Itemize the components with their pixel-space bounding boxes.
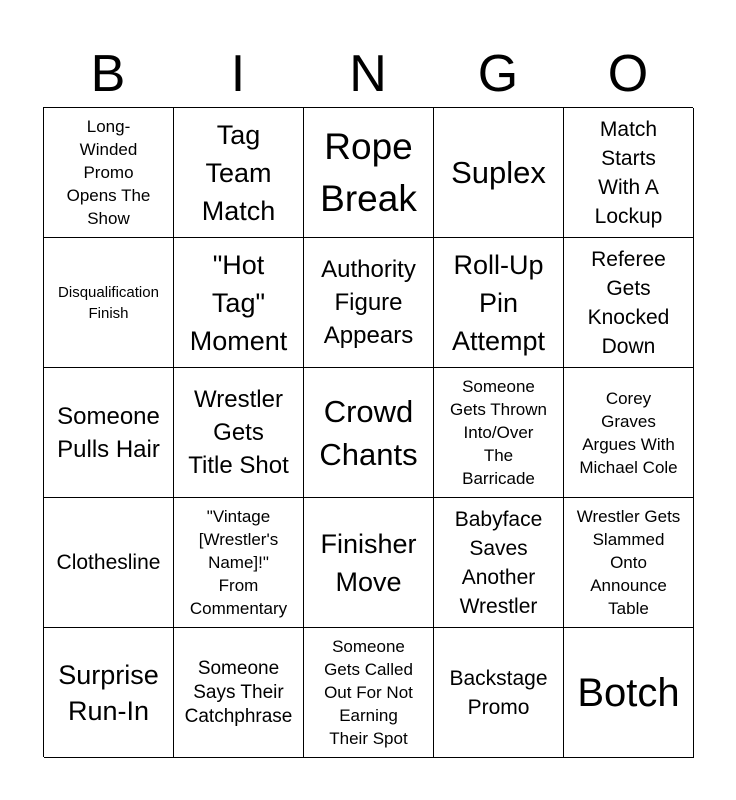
cell-text: "Vintage [Wrestler's Name]!" From Commentary — [189, 507, 288, 618]
bingo-cell[interactable] — [434, 108, 564, 238]
bingo-cell[interactable] — [304, 238, 434, 368]
header-letter-i: I — [230, 45, 246, 103]
cell-text: Wrestler Gets Slammed Onto Announce Table — [576, 507, 681, 618]
bingo-cell[interactable] — [44, 368, 174, 498]
bingo-cell[interactable] — [304, 498, 434, 628]
bingo-cell[interactable] — [434, 498, 564, 628]
bingo-cell[interactable] — [564, 628, 694, 758]
bingo-cell[interactable] — [174, 628, 304, 758]
bingo-cell[interactable] — [304, 108, 434, 238]
bingo-cell[interactable] — [174, 368, 304, 498]
bingo-cell[interactable] — [564, 498, 694, 628]
bingo-cell[interactable] — [174, 238, 304, 368]
cell-text: "Hot Tag" Moment — [189, 249, 288, 356]
bingo-cell[interactable] — [434, 628, 564, 758]
bingo-cell[interactable] — [304, 368, 434, 498]
bingo-grid — [43, 107, 693, 757]
bingo-cell[interactable] — [304, 628, 434, 758]
cell-text: Referee Gets Knocked Down — [587, 247, 670, 358]
cell-text: Roll-Up Pin Attempt — [451, 249, 546, 356]
cell-text: Match Starts With A Lockup — [594, 117, 663, 228]
cell-text: Backstage Promo — [449, 666, 548, 719]
bingo-cell[interactable] — [44, 498, 174, 628]
header-letter-n: N — [349, 45, 387, 103]
header-letter-b: B — [90, 45, 126, 103]
header-letter-g: G — [477, 45, 519, 103]
cell-text: Someone Pulls Hair — [57, 402, 160, 463]
cell-text: Suplex — [451, 154, 546, 190]
cell-text: Someone Says Their Catchphrase — [184, 657, 293, 727]
bingo-cell[interactable] — [564, 238, 694, 368]
cell-text: Wrestler Gets Title Shot — [188, 386, 289, 479]
bingo-cell[interactable] — [44, 108, 174, 238]
cell-text: Clothesline — [56, 551, 161, 574]
cell-text: Rope Break — [320, 125, 417, 219]
bingo-cell[interactable] — [44, 238, 174, 368]
cell-text: Someone Gets Called Out For Not Earning Their Spot — [324, 637, 413, 748]
cell-text: Tag Team Match — [201, 119, 276, 226]
cell-text: Crowd Chants — [319, 393, 418, 472]
cell-text: Babyface Saves Another Wrestler — [454, 507, 543, 618]
cell-text: Authority Figure Appears — [321, 256, 416, 349]
bingo-cell[interactable] — [434, 238, 564, 368]
cell-text: Corey Graves Argues With Michael Cole — [579, 388, 678, 477]
bingo-cell[interactable] — [174, 108, 304, 238]
header-letter-o: O — [607, 45, 649, 103]
cell-text: Surprise Run-In — [58, 659, 159, 726]
cell-text: Long- Winded Promo Opens The Show — [66, 117, 151, 228]
cell-text: Botch — [577, 670, 680, 715]
bingo-header — [43, 44, 693, 104]
bingo-cell[interactable] — [564, 108, 694, 238]
cell-text: Disqualification Finish — [58, 283, 159, 322]
cell-text: Finisher Move — [320, 528, 417, 597]
cell-text: Someone Gets Thrown Into/Over The Barricade — [449, 377, 547, 488]
bingo-cell[interactable] — [564, 368, 694, 498]
bingo-cell[interactable] — [434, 368, 564, 498]
bingo-cell[interactable] — [174, 498, 304, 628]
bingo-cell[interactable] — [44, 628, 174, 758]
